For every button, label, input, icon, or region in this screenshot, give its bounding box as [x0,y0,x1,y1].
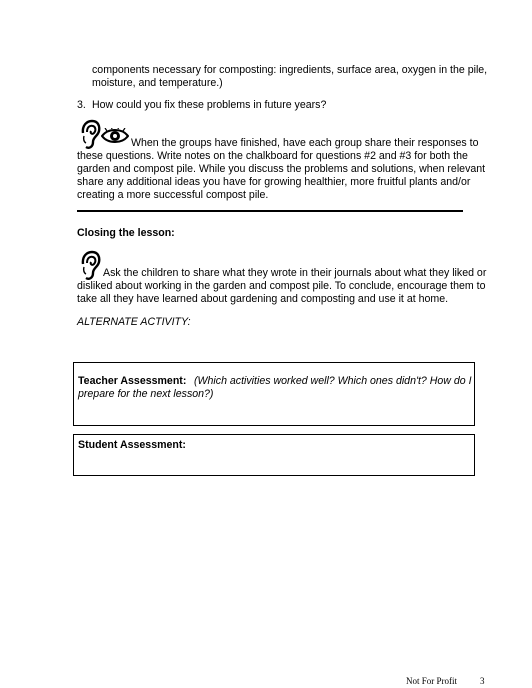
closing-paragraph-line-2: disliked about working in the garden and compost pile. To conclude, encourage them to [77,280,486,292]
ear-icon [79,119,101,151]
share-paragraph-line-2: these questions. Write notes on the chalkboard for questions #2 and #3 for both the [77,150,468,162]
share-paragraph-line-1: When the groups have finished, have each group share their responses to [131,137,479,149]
ear-icon [79,250,101,282]
closing-paragraph-line-1: Ask the children to share what they wrote in their journals about what they liked or [103,267,487,279]
teacher-assessment-label: Teacher Assessment: [78,375,187,387]
share-paragraph-line-3: garden and compost pile. While you discuss the problems and solutions, when relevant [77,163,486,175]
closing-paragraph-line-3: take all they have learned about gardening and composting and use it at home. [77,293,449,305]
teacher-assessment-box [73,362,475,426]
page-number: 3 [480,676,485,686]
teacher-assessment-question-line-2: prepare for the next lesson?) [78,388,214,400]
footer-text: Not For Profit [406,676,458,686]
section-divider [77,210,463,212]
intro-line-1: components necessary for composting: ingredients, surface area, oxygen in the pile, [92,64,488,76]
teacher-assessment-question-line-1: (Which activities worked well? Which ones didn't? How do I [194,375,472,387]
question-3-number: 3. [77,99,86,111]
student-assessment-box [73,434,475,476]
eye-icon [101,128,129,144]
share-paragraph-line-5: creating a more successful compost pile. [77,189,269,201]
alternate-activity-label: ALTERNATE ACTIVITY: [77,316,191,328]
question-3-text: How could you fix these problems in future years? [92,99,327,111]
share-paragraph-line-4: share any additional ideas you have for growing healthier, more fruitful plants and/or [77,176,471,188]
student-assessment-label: Student Assessment: [78,439,186,451]
closing-heading: Closing the lesson: [77,227,175,239]
intro-line-2: moisture, and temperature.) [92,77,223,89]
